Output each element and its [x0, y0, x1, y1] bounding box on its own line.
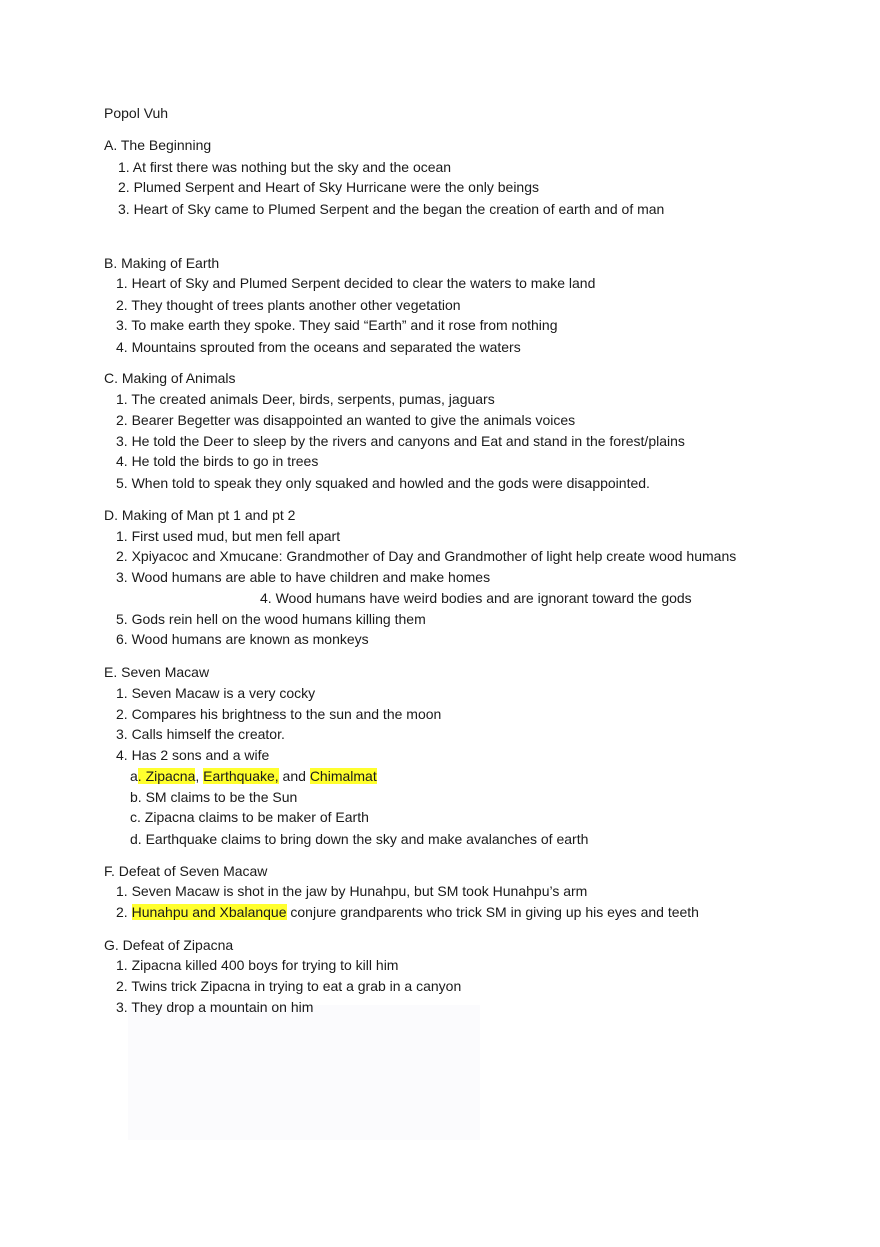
list-item: 4. He told the birds to go in trees	[116, 453, 319, 469]
sub-item-a	[130, 767, 377, 785]
section-a-heading: A. The Beginning	[104, 137, 212, 153]
sub-item-b: b. SM claims to be the Sun	[130, 789, 298, 805]
list-item: 2. Compares his brightness to the sun and the moon	[116, 706, 442, 722]
list-item: 3. Wood humans are able to have children and make homes	[116, 569, 491, 585]
list-item: 3. He told the Deer to sleep by the rivers and canyons and Eat and stand in the forest/plains	[116, 433, 685, 449]
highlight-zipacna: . Zipacna	[137, 768, 196, 784]
highlight-earthquake: Earthquake,	[203, 768, 279, 784]
highlight-twins: Hunahpu and Xbalanque	[131, 904, 287, 920]
highlight-chimalmat: Chimalmat	[309, 768, 377, 784]
list-item: 2. They thought of trees plants another other vegetation	[116, 297, 461, 313]
list-item	[116, 903, 699, 921]
list-item-number: 2.	[116, 904, 132, 920]
list-item: 1. Zipacna killed 400 boys for trying to kill him	[116, 957, 399, 973]
list-item: 3. Heart of Sky came to Plumed Serpent and the began the creation of earth and of man	[118, 201, 665, 217]
sub-item-c: c. Zipacna claims to be maker of Earth	[130, 809, 369, 825]
section-d-heading: D. Making of Man pt 1 and pt 2	[104, 507, 296, 523]
list-item: 1. Seven Macaw is shot in the jaw by Hunahpu, but SM took Hunahpu’s arm	[116, 883, 588, 899]
list-item: 4. Mountains sprouted from the oceans and separated the waters	[116, 339, 521, 355]
list-item: 1. Heart of Sky and Plumed Serpent decided to clear the waters to make land	[116, 275, 596, 291]
list-item: 3. To make earth they spoke. They said “Earth” and it rose from nothing	[116, 317, 558, 333]
list-item: 4. Has 2 sons and a wife	[116, 747, 270, 763]
section-f-heading: F. Defeat of Seven Macaw	[104, 863, 268, 879]
list-item-text: conjure grandparents who trick SM in giving up his eyes and teeth	[286, 904, 699, 920]
list-item: 3. Calls himself the creator.	[116, 726, 285, 742]
sub-item-d: d. Earthquake claims to bring down the sky and make avalanches of earth	[130, 831, 589, 847]
list-item: 4. Wood humans have weird bodies and are ignorant toward the gods	[260, 590, 692, 606]
section-g-heading: G. Defeat of Zipacna	[104, 937, 234, 953]
separator: ,	[195, 768, 204, 784]
list-item: 2. Plumed Serpent and Heart of Sky Hurricane were the only beings	[118, 179, 540, 195]
list-item: 3. They drop a mountain on him	[116, 999, 314, 1015]
document-title: Popol Vuh	[104, 105, 169, 121]
list-item: 1. Seven Macaw is a very cocky	[116, 685, 316, 701]
list-item: 1. At first there was nothing but the sky and the ocean	[118, 159, 452, 175]
section-e-heading: E. Seven Macaw	[104, 664, 210, 680]
list-item: 2. Bearer Begetter was disappointed an wanted to give the animals voices	[116, 412, 576, 428]
sub-item-a-prefix: a	[130, 768, 138, 784]
list-item: 1. The created animals Deer, birds, serpents, pumas, jaguars	[116, 391, 495, 407]
list-item: 2. Xpiyacoc and Xmucane: Grandmother of Day and Grandmother of light help create wood humans	[116, 548, 737, 564]
section-c-heading: C. Making of Animals	[104, 370, 236, 386]
faint-image-area	[128, 1005, 480, 1140]
list-item: 6. Wood humans are known as monkeys	[116, 631, 369, 647]
separator: and	[278, 768, 310, 784]
list-item: 1. First used mud, but men fell apart	[116, 528, 341, 544]
section-b-heading: B. Making of Earth	[104, 255, 220, 271]
list-item: 2. Twins trick Zipacna in trying to eat a grab in a canyon	[116, 978, 462, 994]
list-item: 5. When told to speak they only squaked and howled and the gods were disappointed.	[116, 475, 650, 491]
list-item: 5. Gods rein hell on the wood humans killing them	[116, 611, 426, 627]
